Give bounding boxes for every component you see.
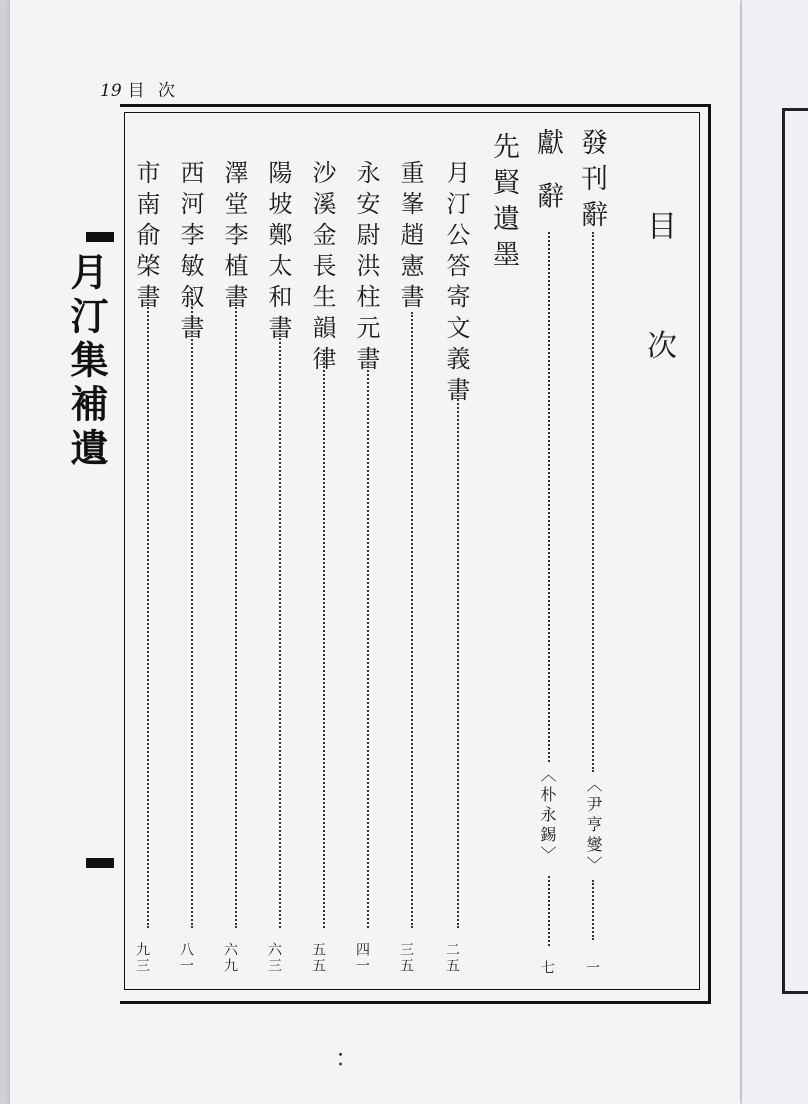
running-header — [100, 76, 179, 101]
entry-page-5: 三五 — [398, 942, 414, 974]
entry-title-5: 重峯趙憲書 — [396, 160, 424, 315]
facing-page-edge — [742, 0, 808, 1104]
entry-author-1: 〈尹亨燮〉 — [584, 776, 603, 876]
facing-page-frame — [782, 108, 808, 994]
leader-dots-11 — [147, 292, 149, 928]
leader-dots-2 — [548, 232, 550, 762]
spine-bar-top — [86, 232, 114, 242]
entry-title-2: 獻 辭 — [532, 128, 563, 218]
leader-dots-5 — [411, 312, 413, 928]
header-page-number: 19 — [100, 81, 122, 101]
page-mark: ⁚ — [338, 1050, 344, 1069]
leader-dots-8 — [279, 322, 281, 928]
leader-dots-1b — [592, 880, 594, 940]
entry-page-8: 六三 — [266, 942, 282, 974]
entry-title-7: 沙溪金長生韻律 — [308, 160, 336, 377]
spine-bar-bottom — [86, 858, 114, 868]
entry-title-4: 月汀公答寄文義書 — [442, 160, 470, 408]
section-heading: 先賢遺墨 — [488, 132, 519, 276]
entry-page-11: 九三 — [134, 942, 150, 974]
entry-author-2: 〈朴永錫〉 — [538, 766, 557, 866]
entry-title-10: 西河李敏叙書 — [176, 160, 204, 346]
leader-dots-4 — [457, 384, 459, 928]
leader-dots-9 — [235, 292, 237, 928]
entry-page-2: 七 — [539, 960, 555, 976]
entry-title-9: 澤堂李植書 — [220, 160, 248, 315]
entry-page-9: 六九 — [222, 942, 238, 974]
leader-dots-7 — [323, 350, 325, 928]
leader-dots-2b — [548, 876, 550, 946]
leader-dots-10 — [191, 292, 193, 928]
entry-page-1: 一 — [584, 960, 600, 976]
page-title: 目 次 — [641, 210, 676, 400]
entry-page-10: 八一 — [178, 942, 194, 974]
spine-title: 月汀集補遺 — [64, 252, 109, 472]
leader-dots-6 — [367, 350, 369, 928]
entry-page-7: 五五 — [310, 942, 326, 974]
left-page-edge — [0, 0, 10, 1104]
entry-title-8: 陽坡鄭太和書 — [264, 160, 292, 346]
entry-title-1: 發刊辭 — [576, 128, 607, 236]
entry-page-6: 四一 — [354, 942, 370, 974]
entry-title-11: 市南俞棨書 — [132, 160, 160, 315]
entry-title-6: 永安尉洪柱元書 — [352, 160, 380, 377]
leader-dots-1 — [592, 232, 594, 772]
header-section: 目 次 — [127, 81, 180, 101]
entry-page-4: 二五 — [444, 942, 460, 974]
